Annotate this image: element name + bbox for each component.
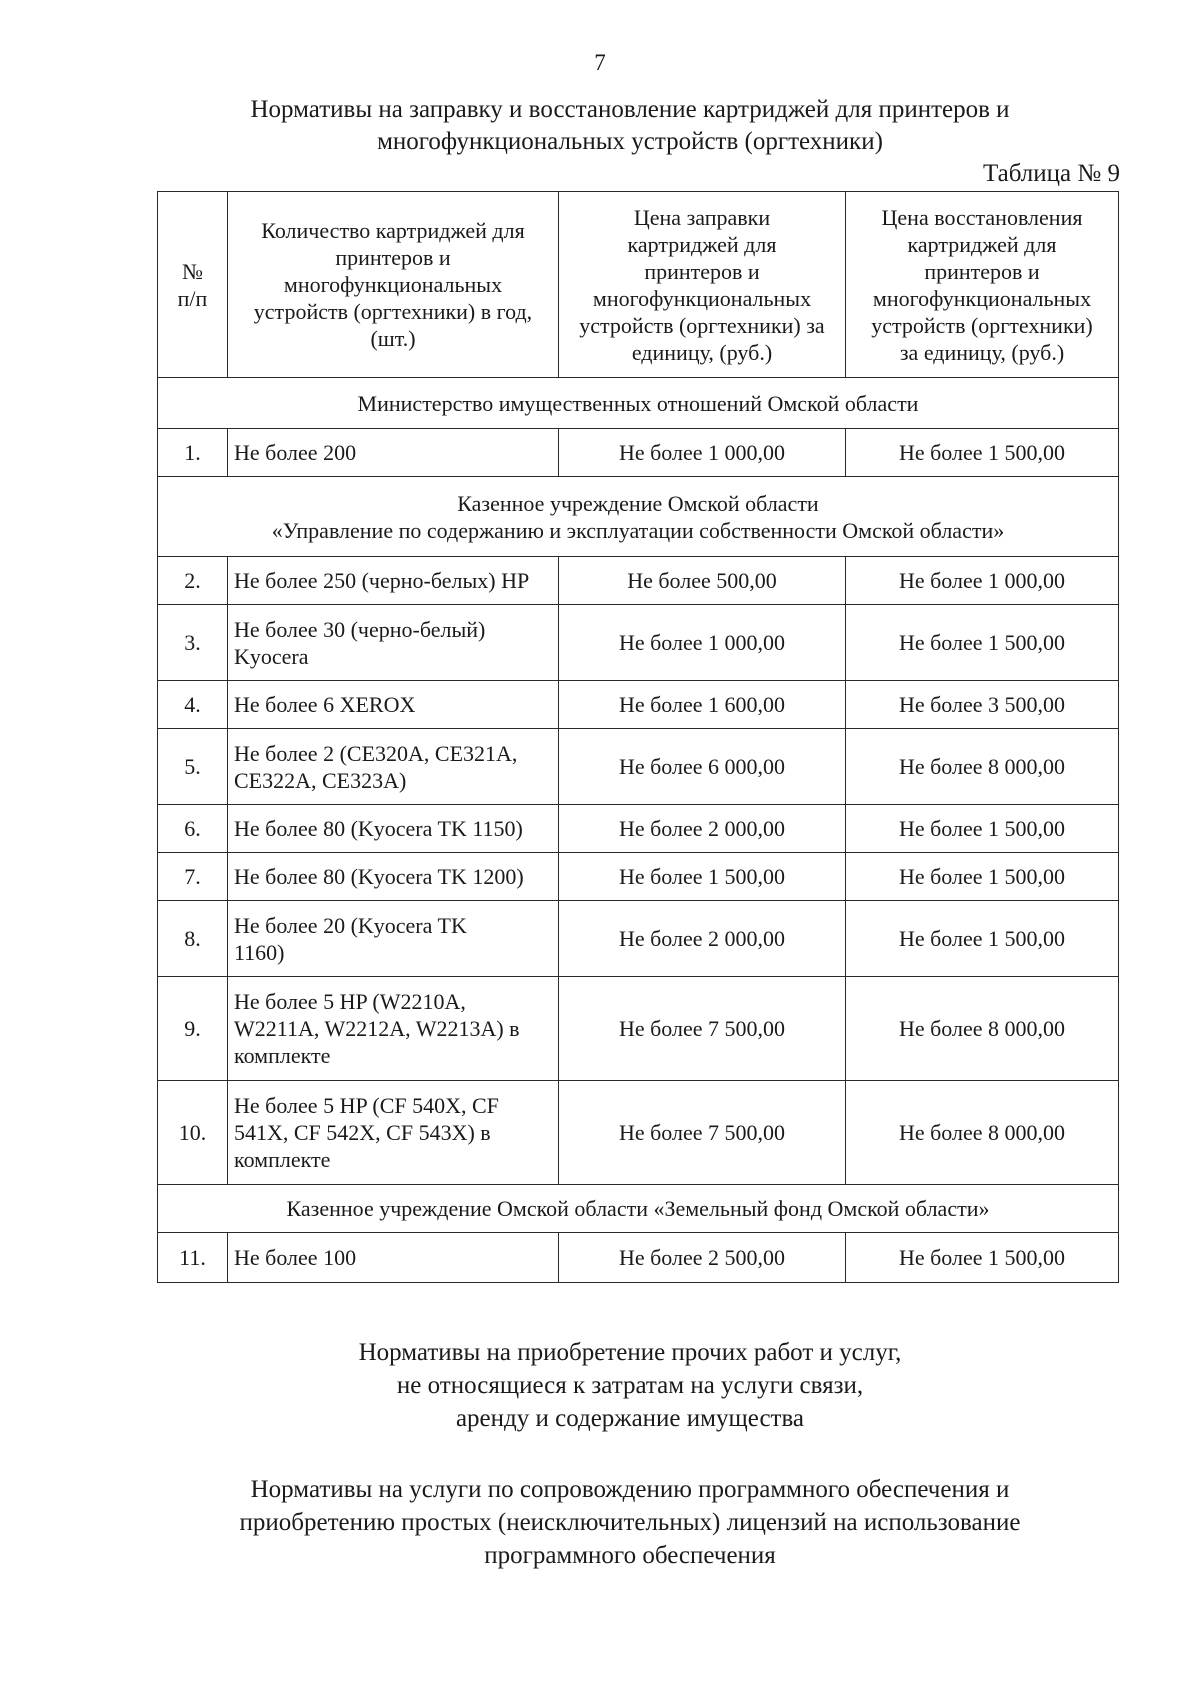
row-quantity: Не более 80 (Kyocera TK 1200) [228, 853, 559, 901]
table-title [160, 94, 1100, 158]
row-quantity: Не более 80 (Kyocera TK 1150) [228, 805, 559, 853]
header-num: № п/п [158, 192, 228, 378]
section-row [158, 477, 1119, 557]
row-restore-price: Не более 1 000,00 [846, 557, 1119, 605]
table-row [158, 1081, 1119, 1185]
header-restore-price: Цена восстановления картриджей для принтеров и многофункциональных устройств (оргтехники) за единицу, (руб.) [846, 192, 1119, 378]
row-num: 2. [158, 557, 228, 605]
row-refill-price: Не более 1 500,00 [559, 853, 846, 901]
cartridge-norms-table [157, 191, 1119, 1283]
row-refill-price: Не более 2 500,00 [559, 1233, 846, 1283]
table-row [158, 681, 1119, 729]
row-quantity: Не более 100 [228, 1233, 559, 1283]
row-refill-price: Не более 1 600,00 [559, 681, 846, 729]
row-num: 11. [158, 1233, 228, 1283]
section-row [158, 378, 1119, 429]
row-restore-price: Не более 8 000,00 [846, 729, 1119, 805]
table-row [158, 1233, 1119, 1283]
row-quantity: Не более 5 HP (W2210A, W2211A, W2212A, W2213A) в комплекте [228, 977, 559, 1081]
page-number: 7 [594, 50, 606, 75]
section-title: Казенное учреждение Омской области «Земельный фонд Омской области» [158, 1185, 1119, 1233]
row-refill-price: Не более 1 000,00 [559, 429, 846, 477]
row-quantity: Не более 250 (черно-белых) HP [228, 557, 559, 605]
row-num: 7. [158, 853, 228, 901]
section-heading-software [160, 1473, 1100, 1572]
row-num: 6. [158, 805, 228, 853]
section-row [158, 1185, 1119, 1233]
row-quantity: Не более 20 (Kyocera TK 1160) [228, 901, 559, 977]
row-refill-price: Не более 2 000,00 [559, 901, 846, 977]
heading-line: приобретению простых (неисключительных) лицензий на использование [239, 1509, 1021, 1536]
row-quantity: Не более 5 HP (CF 540X, CF 541X, CF 542X, CF 543X) в комплекте [228, 1081, 559, 1185]
section-title: Министерство имущественных отношений Омской области [158, 378, 1119, 429]
table-row [158, 901, 1119, 977]
table-row [158, 805, 1119, 853]
heading-line: программного обеспечения [484, 1542, 776, 1569]
row-restore-price: Не более 1 500,00 [846, 429, 1119, 477]
row-num: 3. [158, 605, 228, 681]
row-restore-price: Не более 8 000,00 [846, 1081, 1119, 1185]
row-refill-price: Не более 7 500,00 [559, 977, 846, 1081]
title-line: многофункциональных устройств (оргтехники) [377, 128, 883, 155]
row-refill-price: Не более 7 500,00 [559, 1081, 846, 1185]
row-quantity: Не более 30 (черно-белый) Kyocera [228, 605, 559, 681]
heading-line: Нормативы на услуги по сопровождению программного обеспечения и [250, 1476, 1010, 1503]
heading-line: аренду и содержание имущества [455, 1405, 805, 1432]
row-refill-price: Не более 500,00 [559, 557, 846, 605]
section-heading-other-services [160, 1336, 1100, 1435]
heading-line: не относящиеся к затратам на услуги связи, [396, 1372, 864, 1399]
table-row [158, 429, 1119, 477]
row-num: 5. [158, 729, 228, 805]
table-row [158, 977, 1119, 1081]
row-restore-price: Не более 1 500,00 [846, 605, 1119, 681]
row-restore-price: Не более 1 500,00 [846, 1233, 1119, 1283]
table-row [158, 729, 1119, 805]
row-num: 9. [158, 977, 228, 1081]
header-quantity: Количество картриджей для принтеров и многофункциональных устройств (оргтехники) в год, (шт.) [228, 192, 559, 378]
row-refill-price: Не более 2 000,00 [559, 805, 846, 853]
row-restore-price: Не более 1 500,00 [846, 805, 1119, 853]
row-restore-price: Не более 8 000,00 [846, 977, 1119, 1081]
table-row [158, 853, 1119, 901]
row-quantity: Не более 200 [228, 429, 559, 477]
row-quantity: Не более 6 XEROX [228, 681, 559, 729]
row-num: 8. [158, 901, 228, 977]
row-quantity: Не более 2 (CE320A, CE321A, CE322A, CE323A) [228, 729, 559, 805]
row-restore-price: Не более 3 500,00 [846, 681, 1119, 729]
table-row [158, 557, 1119, 605]
row-num: 10. [158, 1081, 228, 1185]
row-refill-price: Не более 1 000,00 [559, 605, 846, 681]
row-num: 1. [158, 429, 228, 477]
row-restore-price: Не более 1 500,00 [846, 853, 1119, 901]
header-refill-price: Цена заправки картриджей для принтеров и многофункциональных устройств (оргтехники) за единицу, (руб.) [559, 192, 846, 378]
table-row [158, 605, 1119, 681]
row-refill-price: Не более 6 000,00 [559, 729, 846, 805]
heading-line: Нормативы на приобретение прочих работ и услуг, [358, 1339, 902, 1366]
section-title: Казенное учреждение Омской области «Управление по содержанию и эксплуатации собственности Омской области» [158, 477, 1119, 557]
row-restore-price: Не более 1 500,00 [846, 901, 1119, 977]
row-num: 4. [158, 681, 228, 729]
header-row [158, 192, 1119, 378]
title-line: Нормативы на заправку и восстановление картриджей для принтеров и [250, 96, 1010, 123]
table-label: Таблица № 9 [982, 160, 1120, 187]
